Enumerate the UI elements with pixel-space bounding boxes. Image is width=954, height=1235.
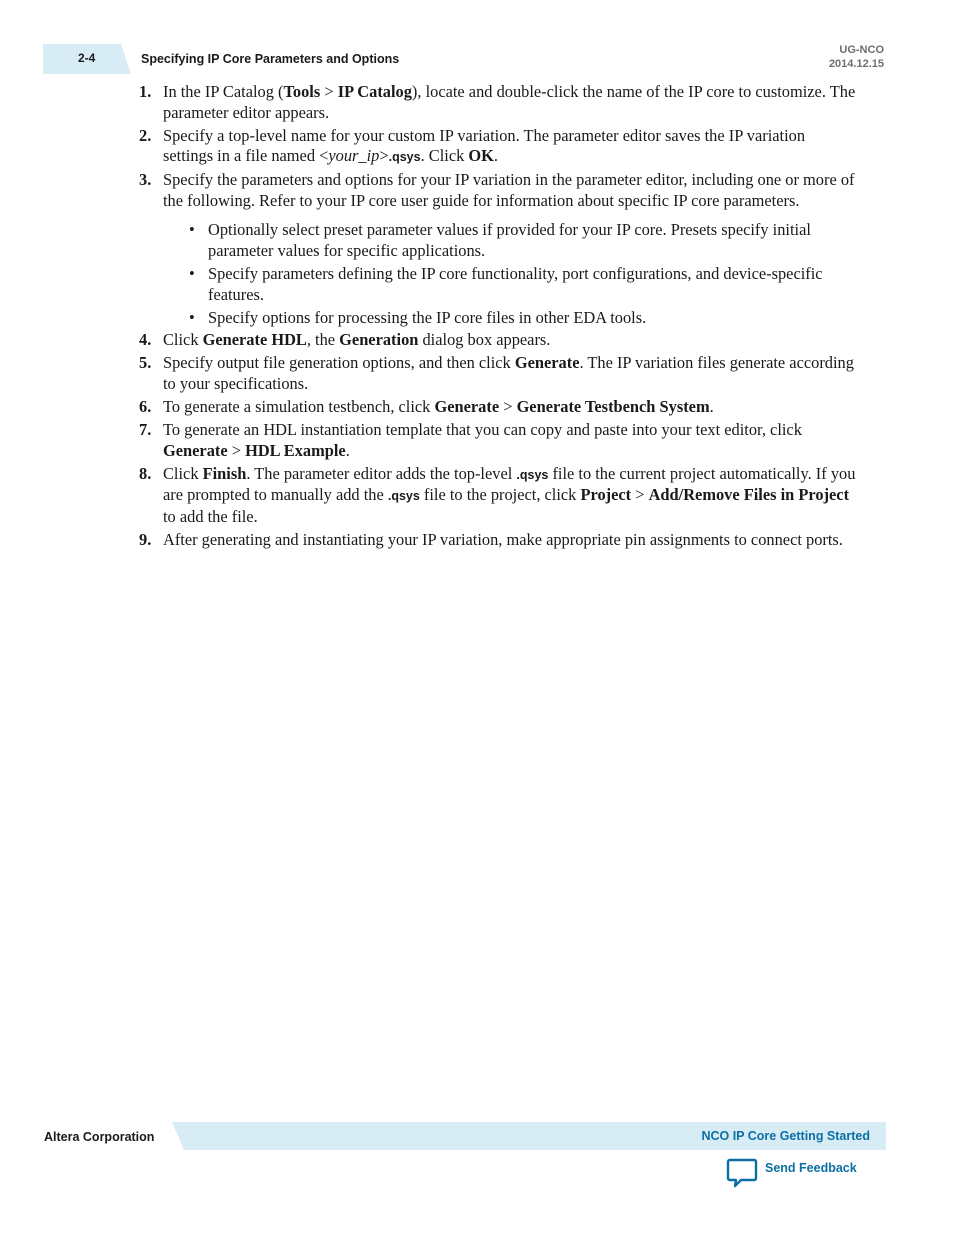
- step-item: [139, 82, 859, 123]
- bullet-text: Specify parameters defining the IP core functionality, port configurations, and device-specific features.: [208, 263, 823, 304]
- step-item: [139, 170, 859, 328]
- bullet-dot-icon: •: [189, 220, 195, 240]
- ui-term: Finish: [202, 463, 247, 483]
- ui-term: Generate Testbench System: [516, 397, 710, 417]
- ui-term: HDL Example: [245, 440, 346, 460]
- step-item: [139, 397, 859, 418]
- step-number: 3.: [139, 170, 152, 190]
- ui-term: Generate: [434, 397, 500, 417]
- text-run: To generate an HDL instantiation template that you can copy and paste into your text editor, click: [163, 420, 802, 440]
- text-run: >: [499, 397, 517, 417]
- bullet-text: Specify options for processing the IP core files in other EDA tools.: [208, 307, 647, 327]
- text-run: Click: [163, 330, 203, 350]
- step-text: [163, 353, 854, 393]
- ui-term: Generate HDL: [202, 330, 307, 350]
- text-run: >: [631, 485, 649, 505]
- bullet-item: [187, 220, 859, 261]
- step-text: [163, 126, 805, 166]
- text-run: file to the project, click: [419, 485, 581, 505]
- step-number: 8.: [139, 463, 152, 483]
- file-extension: .qsys: [388, 150, 421, 165]
- step-text: [163, 420, 802, 460]
- doc-title-link[interactable]: NCO IP Core Getting Started: [701, 1129, 870, 1143]
- text-run: >: [379, 146, 389, 166]
- text-run: dialog box appears.: [418, 330, 551, 350]
- procedure-steps: [139, 82, 859, 553]
- ui-term: IP Catalog: [337, 82, 412, 101]
- text-run: >: [227, 440, 246, 460]
- text-run: . The IP variation files generate according to your specifications.: [163, 353, 854, 394]
- step-text: [163, 170, 854, 210]
- ui-term: Tools: [283, 82, 321, 101]
- step-item: [139, 126, 859, 168]
- text-run: >: [320, 82, 338, 101]
- section-title: Specifying IP Core Parameters and Options: [141, 52, 400, 66]
- file-extension: .qsys: [387, 489, 420, 504]
- step-item: [139, 464, 859, 528]
- text-run: Specify a top-level name for your custom IP variation. The parameter editor saves the IP variation settings in a file named <: [163, 125, 806, 166]
- text-run: , the: [306, 330, 340, 350]
- step-item: [139, 420, 859, 461]
- step-item: [139, 353, 859, 394]
- step-text: [163, 397, 714, 416]
- step-number: 9.: [139, 529, 152, 549]
- step-number: 6.: [139, 397, 152, 417]
- step-number: 2.: [139, 125, 152, 145]
- text-run: file to the current project automatically. If you are prompted to manually add the: [163, 463, 856, 505]
- text-run: .: [493, 146, 499, 166]
- bullet-dot-icon: •: [189, 263, 195, 283]
- step-number: 5.: [139, 353, 152, 373]
- company-name: Altera Corporation: [44, 1130, 155, 1144]
- step-number: 1.: [139, 82, 152, 101]
- text-run: . Click: [420, 146, 469, 166]
- text-run: Specify output file generation options, and then click: [163, 353, 515, 373]
- file-extension: .qsys: [516, 467, 549, 482]
- send-feedback-link[interactable]: Send Feedback: [765, 1161, 857, 1175]
- ui-term: OK: [468, 146, 494, 166]
- step-item: [139, 330, 859, 351]
- doc-id: UG-NCO: [839, 44, 884, 56]
- text-run: Click: [163, 463, 203, 483]
- page-number: 2-4: [78, 51, 96, 65]
- step-item: [139, 530, 859, 551]
- text-run: ), locate and double-click the name of the IP core to customize. The parameter editor appears.: [163, 82, 856, 122]
- text-run: After generating and instantiating your IP variation, make appropriate pin assignments to connect ports.: [163, 529, 843, 549]
- step-number: 4.: [139, 330, 152, 350]
- speech-bubble-icon[interactable]: [726, 1158, 758, 1188]
- text-run: to add the file.: [163, 506, 258, 526]
- step-text: [163, 82, 855, 122]
- step-number: 7.: [139, 420, 152, 440]
- step-text: [163, 464, 855, 526]
- bullet-item: [187, 308, 859, 329]
- bullet-dot-icon: •: [189, 307, 195, 327]
- text-run: .: [709, 397, 714, 417]
- text-run: .: [345, 440, 350, 460]
- step-text: [163, 330, 550, 349]
- text-run: In the IP Catalog (: [163, 82, 284, 101]
- bullet-list: [187, 220, 859, 328]
- text-run: . The parameter editor adds the top-level: [246, 463, 517, 483]
- ui-term: Generate: [514, 353, 580, 373]
- ui-term: Generate: [163, 440, 228, 460]
- text-run: To generate a simulation testbench, click: [163, 397, 435, 417]
- ui-term: Project: [580, 485, 632, 505]
- text-run: your_ip: [328, 146, 380, 166]
- text-run: Specify the parameters and options for your IP variation in the parameter editor, including one or more of the following. Refer to your IP core user guide for information about specific IP core parameters.: [163, 170, 855, 210]
- ui-term: Generation: [339, 330, 419, 350]
- bullet-item: [187, 264, 859, 305]
- bullet-text: Optionally select preset parameter values if provided for your IP core. Presets specify initial parameter values for specific applications.: [208, 220, 811, 260]
- ui-term: Add/Remove Files in Project: [648, 485, 850, 505]
- step-text: [163, 530, 843, 549]
- doc-date: 2014.12.15: [828, 58, 884, 70]
